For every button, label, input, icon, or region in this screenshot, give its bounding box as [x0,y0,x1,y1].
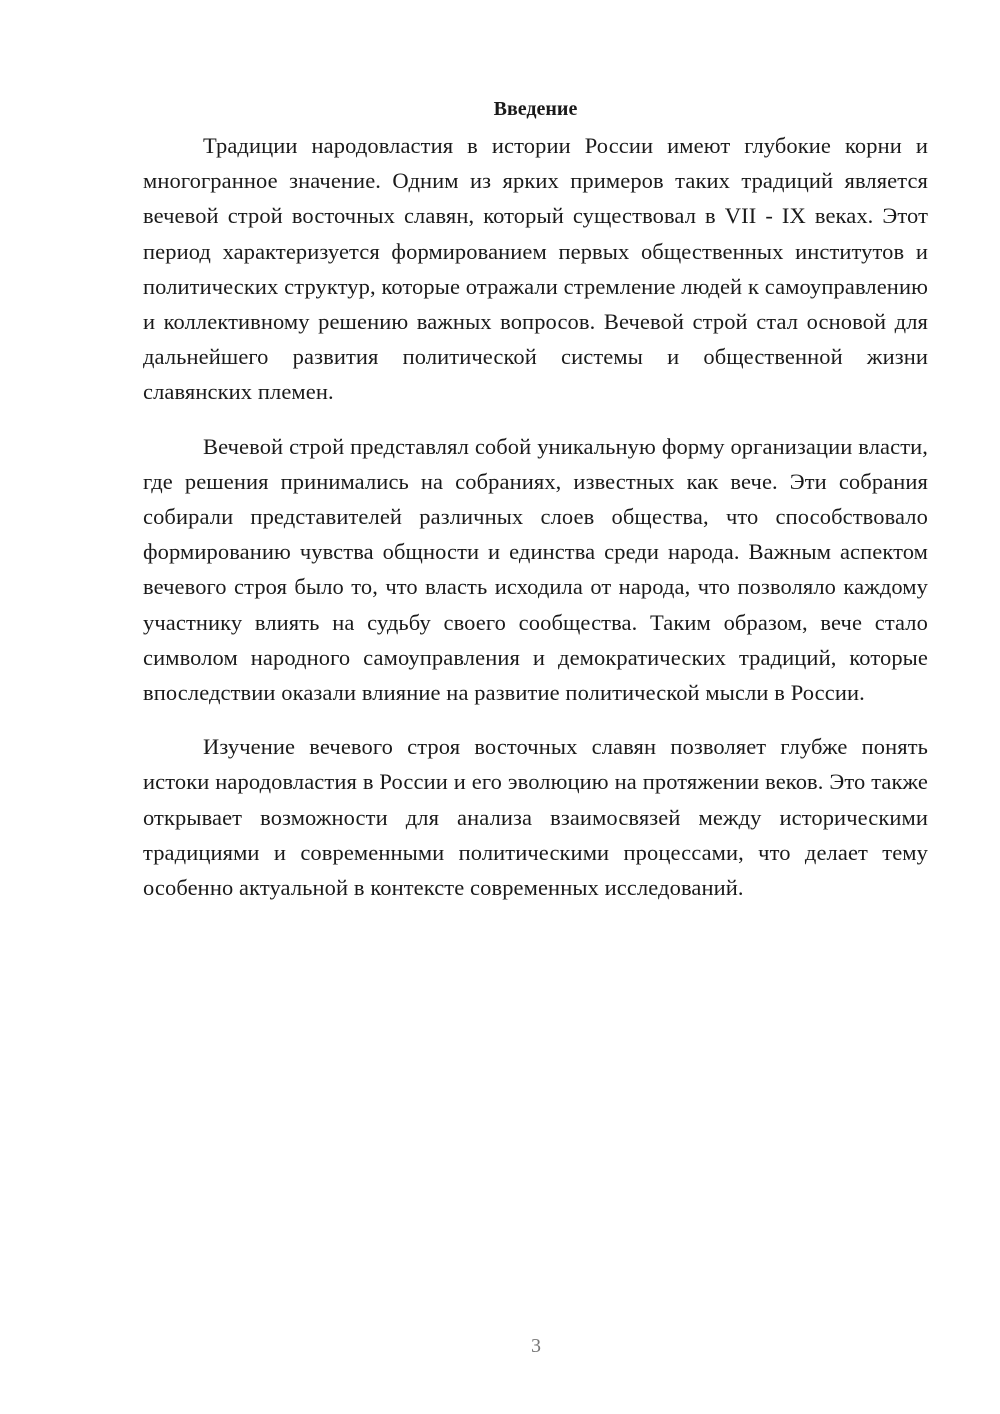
paragraph-2: Вечевой строй представлял собой уникальную форму организации власти, где решения принимались на собраниях, известных как вече. Эти собрания собирали представителей различных слоев общества, что способствовало формированию чувства общности и единства среди народа. Важным аспектом вечевого строя было то, что власть исходила от народа, что позволяло каждому участнику влиять на судьбу своего сообщества. Таким образом, вече стало символом народного самоуправления и демократических традиций, которые впоследствии оказали влияние на развитие политической мысли в России. [143,433,928,706]
paragraph-1: Традиции народовластия в истории России имеют глубокие корни и многогранное значение. Одним из ярких примеров таких традиций является вечевой строй восточных славян, который существовал в VII - IX веках. Этот период характеризуется формированием первых общественных институтов и политических структур, которые отражали стремление людей к самоуправлению и коллективному решению важных вопросов. Вечевой строй стал основой для дальнейшего развития политической системы и общественной жизни славянских племен. [143,133,928,405]
page-content [143,92,928,905]
section-heading: Введение [493,98,578,120]
page-number: 3 [531,1335,541,1357]
paragraph-3: Изучение вечевого строя восточных славян позволяет глубже понять истоки народовластия в России и его эволюцию на протяжении веков. Это также открывает возможности для анализа взаимосвязей между историческими традициями и современными политическими процессами, что делает тему особенно актуальной в контексте современных исследований. [143,734,928,901]
